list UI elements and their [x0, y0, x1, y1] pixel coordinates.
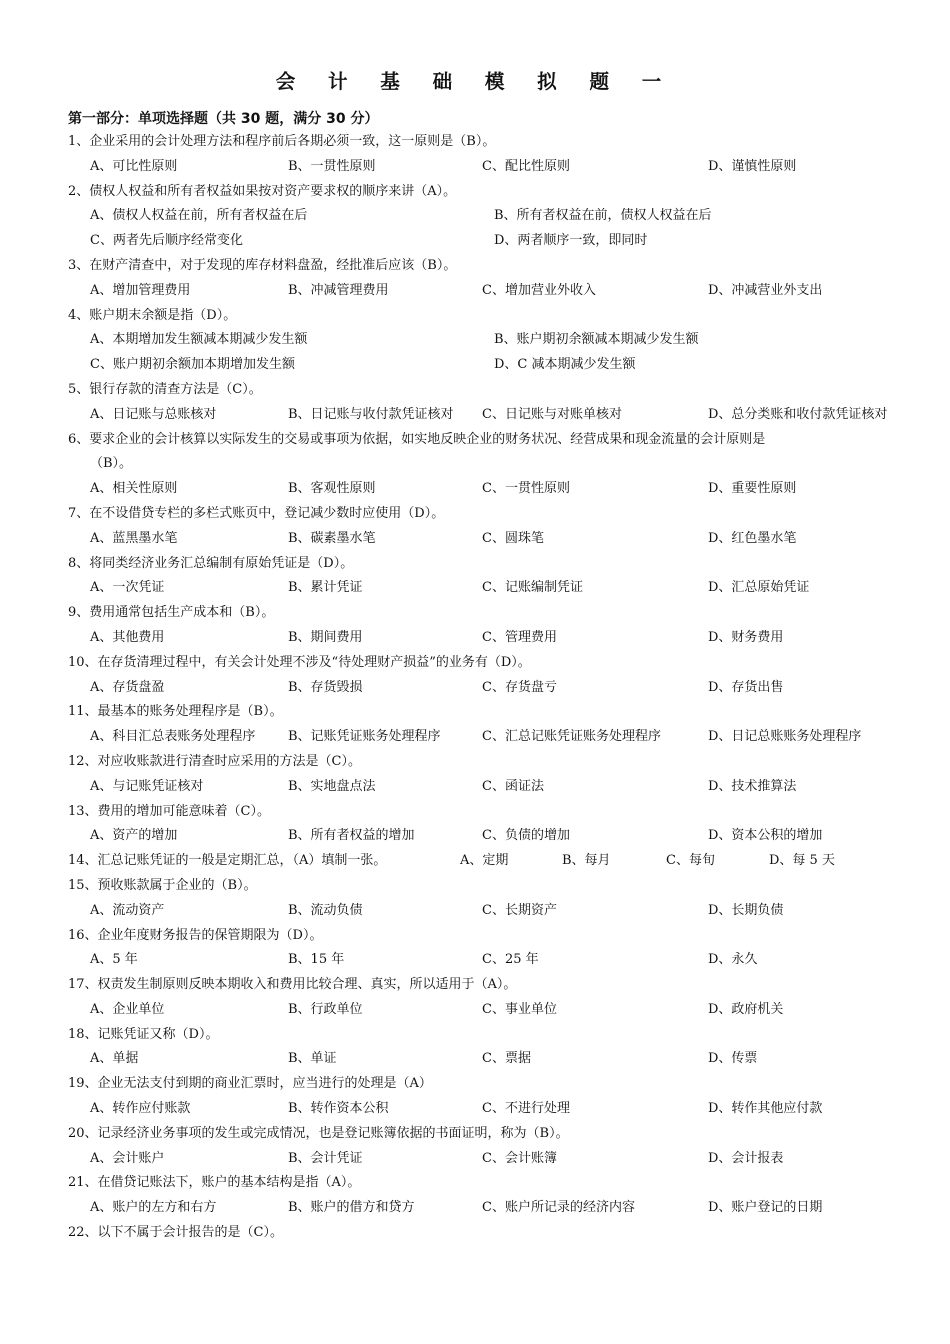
option-item: B、15 年: [288, 952, 345, 968]
option-row: [68, 527, 888, 552]
question-stem-line: [68, 651, 888, 676]
option-item: A、资产的增加: [90, 828, 178, 844]
option-item: D、重要性原则: [708, 481, 797, 497]
option-item: A、科目汇总表账务处理程序: [90, 729, 256, 745]
option-item: B、一贯性原则: [288, 158, 376, 174]
option-item: A、与记账凭证核对: [90, 778, 204, 794]
question-stem-line: [68, 254, 888, 279]
question-stem: 9、费用通常包括生产成本和（B）。: [68, 605, 275, 621]
option-item: C、不进行处理: [482, 1101, 570, 1117]
question-stem: 20、记录经济业务事项的发生或完成情况，也是登记账簿依据的书面证明，称为（B）。: [68, 1125, 569, 1141]
question-stem-continuation: （B）。: [90, 456, 133, 472]
option-item: B、累计凭证: [288, 580, 363, 596]
option-item: B、记账凭证账务处理程序: [288, 729, 441, 745]
option-row: [68, 155, 888, 180]
question-stem-line: [68, 700, 888, 725]
option-item: C、函证法: [482, 778, 544, 794]
section-heading: 第一部分：单项选择题（共 30 题，满分 30 分）: [68, 111, 379, 127]
option-item: C、圆珠笔: [482, 530, 544, 546]
question-stem: 1、企业采用的会计处理方法和程序前后各期必须一致，这一原则是（B）。: [68, 134, 496, 149]
question-stem: 17、权责发生制原则反映本期收入和费用比较合理、真实，所以适用于（A）。: [68, 977, 517, 993]
question-stem-line: [68, 973, 888, 998]
option-item: D、账户登记的日期: [708, 1200, 823, 1216]
option-item: B、碳素墨水笔: [288, 530, 376, 546]
option-item: D、长期负债: [708, 902, 784, 918]
option-item: D、会计报表: [708, 1150, 784, 1166]
option-row: [68, 1196, 888, 1221]
option-item: C、两者先后顺序经常变化: [90, 233, 243, 249]
option-item: A、本期增加发生额减本期减少发生额: [90, 332, 308, 348]
option-row: [68, 477, 888, 502]
question-stem: 8、将同类经济业务汇总编制有原始凭证是（D）。: [68, 555, 354, 571]
question-stem-line: [68, 874, 888, 899]
question-stem-line: [68, 849, 888, 874]
option-item: D、传票: [708, 1051, 758, 1067]
option-item: B、期间费用: [288, 629, 363, 645]
question-stem: 14、汇总记账凭证的一般是定期汇总，（A）填制一张。: [68, 853, 387, 869]
question-stem: 5、银行存款的清查方法是（C）。: [68, 381, 262, 397]
option-item: C、日记账与对账单核对: [482, 406, 622, 422]
question-stem-line: [68, 130, 888, 155]
option-row: [68, 676, 888, 701]
option-item: B、行政单位: [288, 1001, 363, 1017]
option-item: D、日记总账账务处理程序: [708, 729, 862, 745]
option-item: A、账户的左方和右方: [90, 1200, 217, 1216]
option-item: A、流动资产: [90, 902, 165, 918]
option-row: [68, 998, 888, 1023]
option-item: D、冲减营业外支出: [708, 282, 823, 298]
option-item: A、日记账与总账核对: [90, 406, 217, 422]
question-stem-line: [68, 428, 888, 453]
question-stem: 22、以下不属于会计报告的是（C）。: [68, 1225, 283, 1241]
option-item: A、可比性原则: [90, 158, 178, 174]
option-item: B、客观性原则: [288, 481, 376, 497]
question-stem-line: [68, 601, 888, 626]
question-stem: 10、在存货清理过程中，有关会计处理不涉及“待处理财产损益”的业务有（D）。: [68, 654, 531, 670]
option-row: [68, 576, 888, 601]
option-item: B、所有者权益在前，债权人权益在后: [494, 208, 712, 224]
option-item: A、5 年: [90, 952, 138, 968]
question-stem-line: [68, 1023, 888, 1048]
option-item: B、会计凭证: [288, 1150, 363, 1166]
option-row: [68, 403, 888, 428]
option-item: D、永久: [708, 952, 758, 968]
question-stem: 21、在借贷记账法下，账户的基本结构是指（A）。: [68, 1175, 361, 1191]
option-item: B、账户期初余额减本期减少发生额: [494, 332, 699, 348]
option-item: C、票据: [482, 1051, 531, 1067]
question-stem: 11、最基本的账务处理程序是（B）。: [68, 704, 283, 720]
question-stem-line: [68, 800, 888, 825]
option-item: C、25 年: [482, 952, 539, 968]
option-item: D、政府机关: [708, 1001, 784, 1017]
option-item: D、财务费用: [708, 629, 784, 645]
option-item: C、账户期初余额加本期增加发生额: [90, 357, 295, 373]
question-stem: 12、对应收账款进行清查时应采用的方法是（C）。: [68, 753, 361, 769]
question-stem-line: [68, 502, 888, 527]
option-item: A、一次凭证: [90, 580, 165, 596]
option-item: D、资本公积的增加: [708, 828, 823, 844]
option-row: [68, 328, 888, 353]
option-item: D、存货出售: [708, 679, 784, 695]
option-row: [68, 229, 888, 254]
option-item: A、企业单位: [90, 1001, 165, 1017]
option-item: C、汇总记账凭证账务处理程序: [482, 729, 661, 745]
question-stem: 16、企业年度财务报告的保管期限为（D）。: [68, 927, 323, 943]
option-item: A、会计账户: [90, 1150, 165, 1166]
option-item: A、债权人权益在前，所有者权益在后: [90, 208, 308, 224]
question-list: [68, 130, 888, 1246]
option-item: A、其他费用: [90, 629, 165, 645]
option-inline: D、每 5 天: [769, 853, 835, 869]
option-item: C、增加营业外收入: [482, 282, 596, 298]
option-item: B、账户的借方和贷方: [288, 1200, 415, 1216]
option-item: B、转作资本公积: [288, 1101, 389, 1117]
option-item: B、流动负债: [288, 902, 363, 918]
option-item: A、存货盘盈: [90, 679, 165, 695]
option-item: D、红色墨水笔: [708, 530, 797, 546]
option-item: C、存货盘亏: [482, 679, 557, 695]
option-item: C、管理费用: [482, 629, 557, 645]
question-stem-line: [68, 378, 888, 403]
option-item: C、长期资产: [482, 902, 557, 918]
option-row: [68, 204, 888, 229]
question-stem-line: [68, 1171, 888, 1196]
option-item: D、转作其他应付款: [708, 1101, 823, 1117]
question-stem: 6、要求企业的会计核算以实际发生的交易或事项为依据，如实地反映企业的财务状况、经营成果和现金流量的会计原则是: [68, 431, 766, 447]
option-row: [68, 1047, 888, 1072]
option-item: A、增加管理费用: [90, 282, 191, 298]
question-stem: 15、预收账款属于企业的（B）。: [68, 877, 257, 893]
question-stem: 13、费用的增加可能意味着（C）。: [68, 803, 270, 819]
option-item: D、技术推算法: [708, 778, 797, 794]
option-row: [68, 899, 888, 924]
option-row: [68, 1097, 888, 1122]
option-item: C、一贯性原则: [482, 481, 570, 497]
question-stem-line: [68, 750, 888, 775]
question-stem: 2、债权人权益和所有者权益如果按对资产要求权的顺序来讲（A）。: [68, 183, 457, 199]
question-stem-line: [68, 1072, 888, 1097]
option-item: A、相关性原则: [90, 481, 178, 497]
option-item: D、汇总原始凭证: [708, 580, 810, 596]
option-item: A、单据: [90, 1051, 139, 1067]
option-item: D、C 减本期减少发生额: [494, 357, 636, 373]
option-row: [68, 775, 888, 800]
option-row: [68, 1147, 888, 1172]
page-title: 会 计 基 础 模 拟 题 一: [275, 70, 675, 93]
option-item: C、账户所记录的经济内容: [482, 1200, 635, 1216]
option-item: C、记账编制凭证: [482, 580, 583, 596]
option-row: [68, 725, 888, 750]
option-row: [68, 824, 888, 849]
question-stem-line: [68, 552, 888, 577]
option-inline: C、每旬: [666, 853, 715, 869]
option-item: C、事业单位: [482, 1001, 557, 1017]
option-item: C、配比性原则: [482, 158, 570, 174]
option-row: [68, 279, 888, 304]
option-item: B、实地盘点法: [288, 778, 376, 794]
question-stem-continuation-line: [68, 452, 888, 477]
option-inline: A、定期: [460, 853, 509, 869]
question-stem: 3、在财产清查中，对于发现的库存材料盘盈，经批准后应该（B）。: [68, 257, 457, 273]
option-row: [68, 353, 888, 378]
question-stem-line: [68, 924, 888, 949]
option-item: B、冲减管理费用: [288, 282, 389, 298]
option-item: B、日记账与收付款凭证核对: [288, 406, 454, 422]
option-row: [68, 948, 888, 973]
question-stem: 7、在不设借贷专栏的多栏式账页中，登记减少数时应使用（D）。: [68, 505, 445, 521]
option-item: A、蓝黑墨水笔: [90, 530, 178, 546]
question-stem-line: [68, 1221, 888, 1246]
question-stem: 4、账户期末余额是指（D）。: [68, 307, 237, 323]
question-stem-line: [68, 1122, 888, 1147]
question-stem-line: [68, 180, 888, 205]
option-item: B、所有者权益的增加: [288, 828, 415, 844]
question-stem: 19、企业无法支付到期的商业汇票时，应当进行的处理是（A）: [68, 1076, 432, 1092]
option-row: [68, 626, 888, 651]
question-stem-line: [68, 304, 888, 329]
option-item: A、转作应付账款: [90, 1101, 191, 1117]
option-item: C、会计账簿: [482, 1150, 557, 1166]
option-item: B、存货毁损: [288, 679, 363, 695]
option-item: C、负债的增加: [482, 828, 570, 844]
option-item: D、两者顺序一致，即同时: [494, 233, 648, 249]
option-item: D、谨慎性原则: [708, 158, 797, 174]
question-stem: 18、记账凭证又称（D）。: [68, 1026, 219, 1042]
option-inline: B、每月: [562, 853, 611, 869]
option-item: D、总分类账和收付款凭证核对: [708, 406, 888, 422]
option-item: B、单证: [288, 1051, 337, 1067]
